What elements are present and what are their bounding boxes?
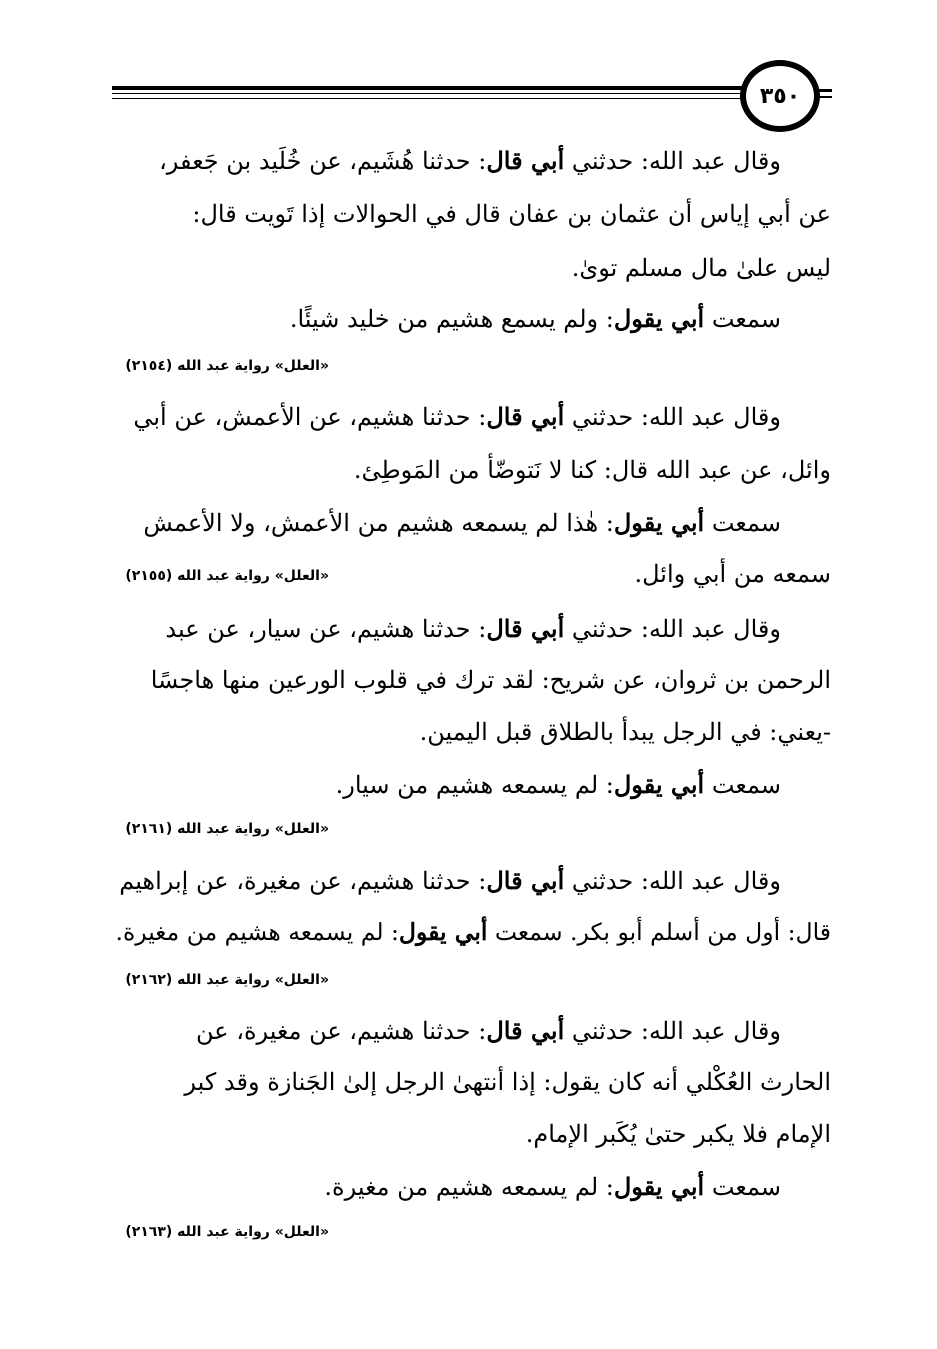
text-line: وائل، عن عبد الله قال: كنا لا نَتوضّأ من المَوطِئ.: [353, 456, 831, 484]
source-reference: «العلل» رواية عبد الله (٢١٥٥): [125, 568, 329, 584]
text-line: -يعني: في الرجل يبدأ بالطلاق قبل اليمين.: [419, 718, 831, 746]
text-line: وقال عبد الله: حدثني أبي قال: حدثنا هُشَيم، عن خُلَيد بن جَعفر،: [159, 146, 781, 175]
text-line: الإمام فلا يكبر حتىٰ يُكَبر الإمام.: [525, 1120, 831, 1148]
text-line: وقال عبد الله: حدثني أبي قال: حدثنا هشيم، عن سيار، عن عبد: [165, 614, 781, 643]
source-reference: «العلل» رواية عبد الله (٢١٦١): [125, 821, 329, 837]
text-line: وقال عبد الله: حدثني أبي قال: حدثنا هشيم، عن الأعمش، عن أبي: [133, 402, 781, 431]
text-line: الرحمن بن ثروان، عن شريح: لقد ترك في قلوب الورعين منها هاجسًا: [150, 666, 831, 694]
text-line: سمعت أبي يقول: لم يسمعه هشيم من مغيرة.: [324, 1172, 781, 1201]
text-line: سمعت أبي يقول: هٰذا لم يسمعه هشيم من الأعمش، ولا الأعمش: [143, 508, 781, 537]
text-line: سمعت أبي يقول: ولم يسمع هشيم من خليد شيئًا.: [289, 304, 781, 333]
source-reference: «العلل» رواية عبد الله (٢١٦٢): [125, 972, 329, 988]
page-number: ٣٥٠: [740, 60, 820, 132]
text-line: الحارث العُكْلي أنه كان يقول: إذا أنتهىٰ الرجل إلىٰ الجَنازة وقد كبر: [184, 1068, 831, 1096]
text-line: سمعه من أبي وائل.: [634, 560, 831, 588]
header-rule-inner: [112, 93, 752, 94]
source-reference: «العلل» رواية عبد الله (٢١٥٤): [125, 358, 329, 374]
text-line: عن أبي إياس أن عثمان بن عفان قال في الحوالات إذا تَويت قال:: [192, 200, 831, 228]
source-reference: «العلل» رواية عبد الله (٢١٦٣): [125, 1224, 329, 1240]
text-line: سمعت أبي يقول: لم يسمعه هشيم من سيار.: [335, 770, 781, 799]
text-line: قال: أول من أسلم أبو بكر. سمعت أبي يقول: لم يسمعه هشيم من مغيرة.: [115, 918, 831, 946]
text-line: وقال عبد الله: حدثني أبي قال: حدثنا هشيم، عن مغيرة، عن إبراهيم: [119, 866, 781, 895]
text-line: وقال عبد الله: حدثني أبي قال: حدثنا هشيم، عن مغيرة، عن: [195, 1016, 781, 1045]
text-line: ليس علىٰ مال مسلم توىٰ.: [571, 254, 831, 282]
